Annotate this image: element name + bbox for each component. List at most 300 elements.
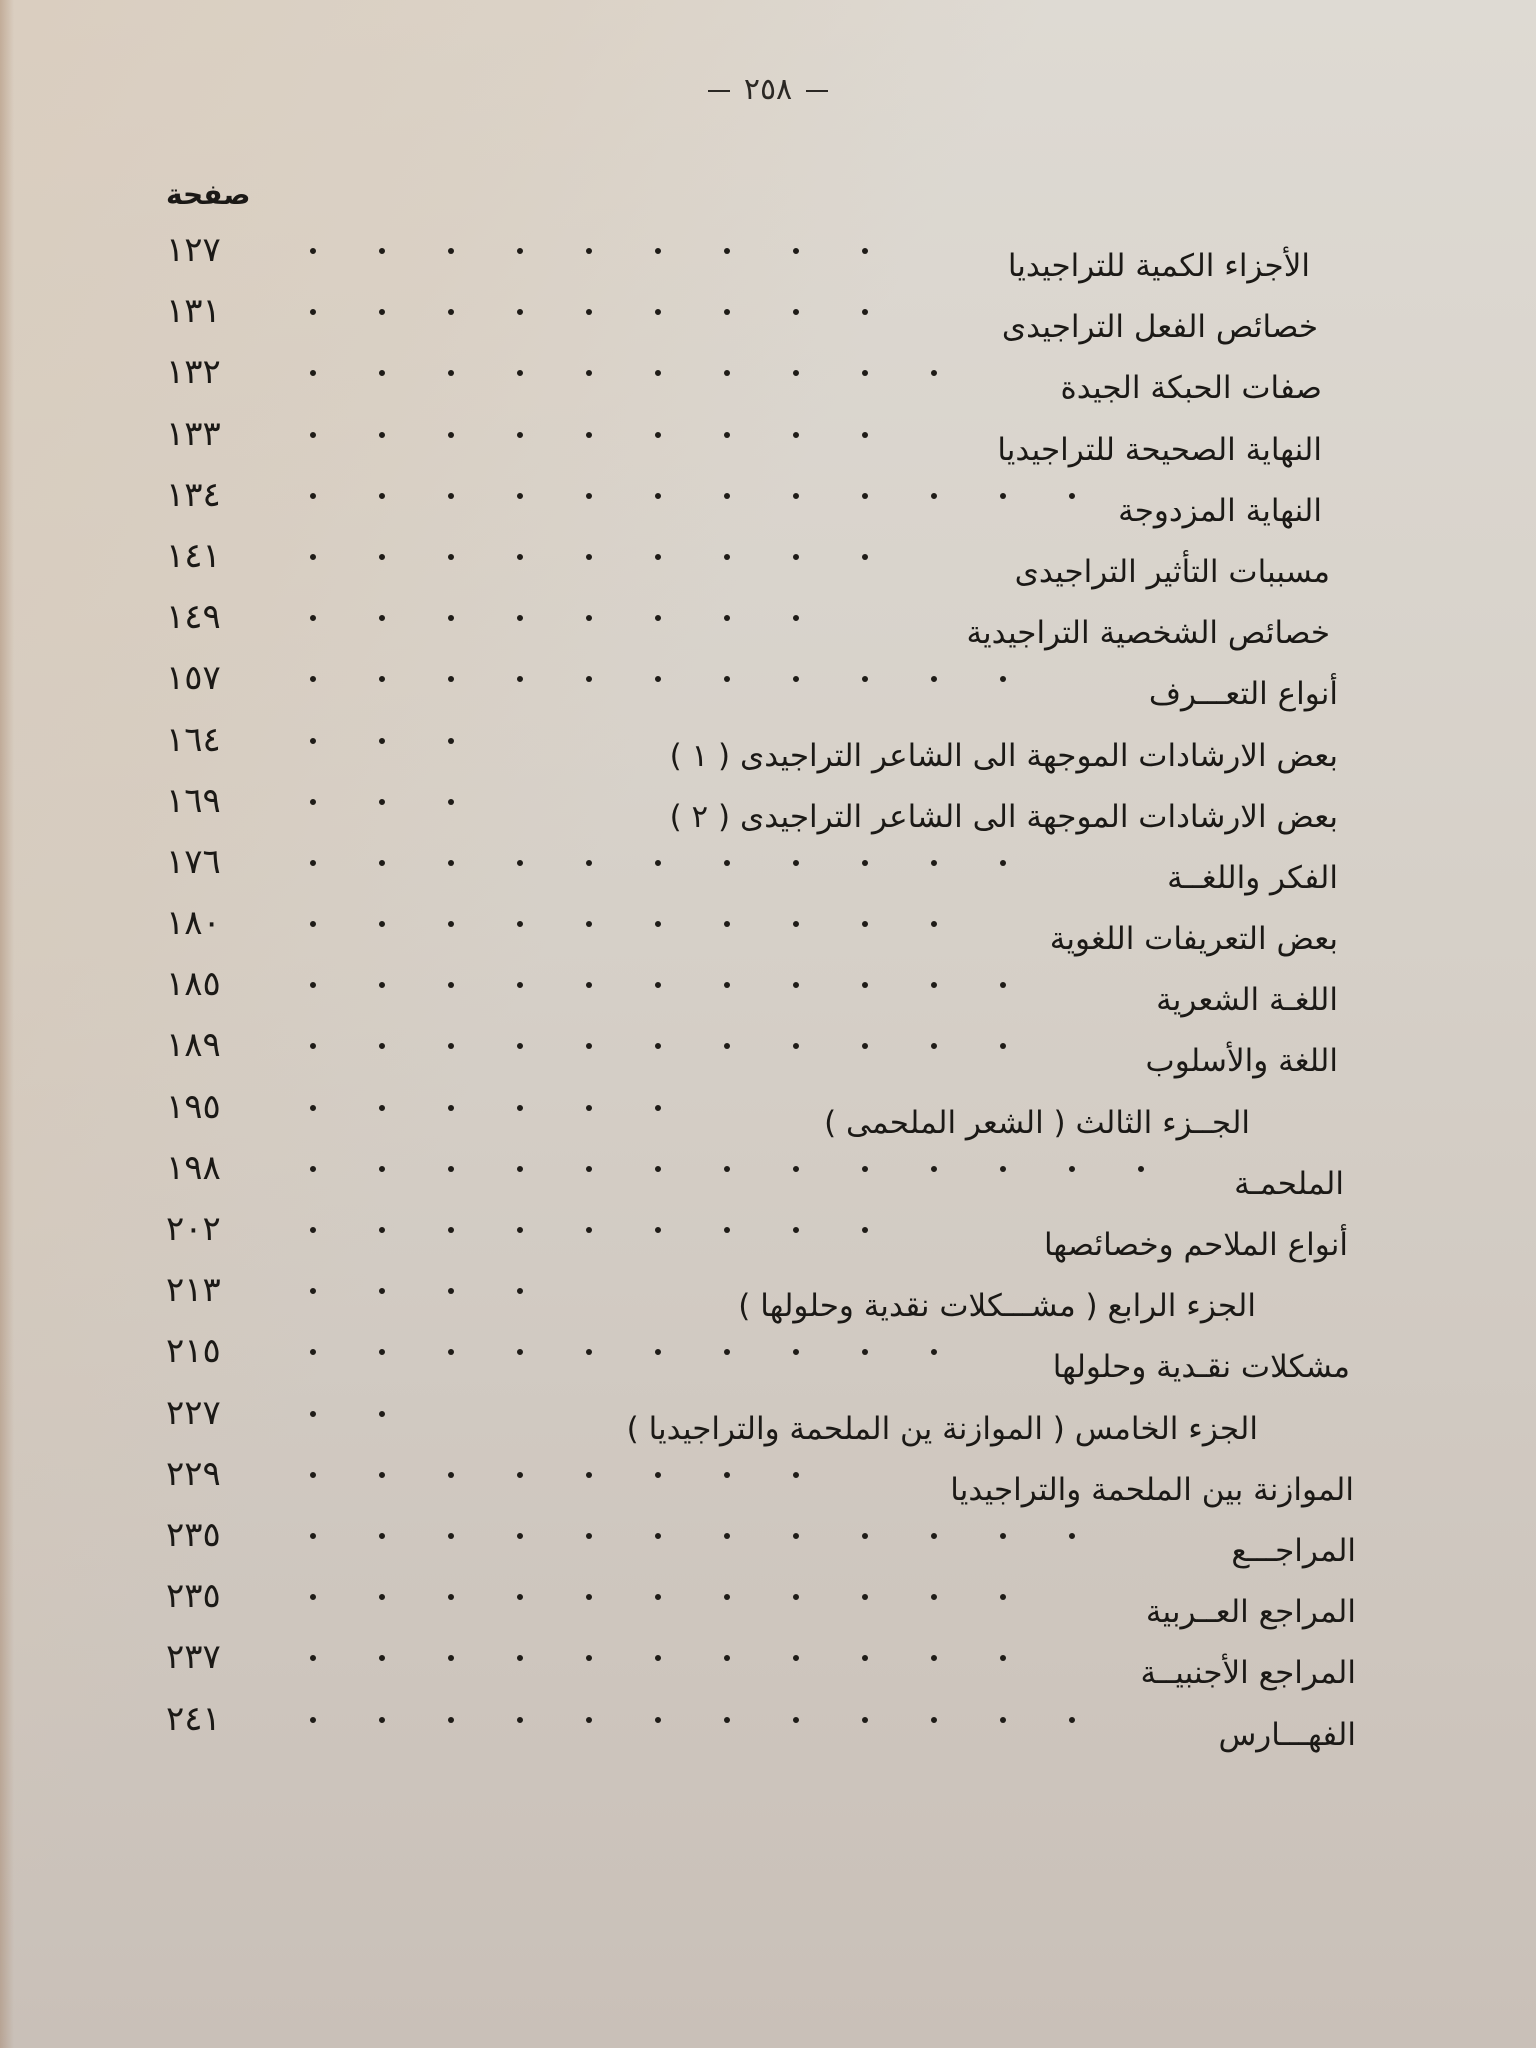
leader-dot bbox=[1137, 1165, 1145, 1173]
toc-entry bbox=[160, 781, 1360, 842]
leader-dot bbox=[516, 981, 524, 989]
toc-page-number: ١٥٧ bbox=[166, 658, 221, 699]
leader-dot bbox=[447, 736, 455, 744]
leader-dot bbox=[654, 1226, 662, 1234]
toc-entry bbox=[160, 1515, 1360, 1576]
toc-entry bbox=[160, 475, 1360, 536]
toc-entry bbox=[160, 352, 1360, 413]
leader-dot bbox=[447, 920, 455, 928]
leader-dot bbox=[516, 369, 524, 377]
leader-dot bbox=[309, 1226, 317, 1234]
leader-dot bbox=[654, 675, 662, 683]
leader-dot bbox=[930, 492, 938, 500]
leader-dot bbox=[447, 308, 455, 316]
leader-dot bbox=[516, 492, 524, 500]
leader-dot bbox=[723, 369, 731, 377]
toc-entry bbox=[160, 414, 1360, 475]
leader-dot bbox=[447, 859, 455, 867]
toc-entry bbox=[160, 1025, 1360, 1086]
leader-dot bbox=[378, 614, 386, 622]
toc-entry-title: اللغة والأسلوب bbox=[1145, 1043, 1338, 1080]
leader-dot bbox=[792, 859, 800, 867]
leader-dot bbox=[861, 859, 869, 867]
toc-page-number: ٢١٣ bbox=[166, 1270, 221, 1311]
toc-page-number: ١٣٣ bbox=[166, 413, 221, 454]
leader-dot bbox=[723, 859, 731, 867]
leader-dot bbox=[930, 1654, 938, 1662]
leader-dot bbox=[447, 1654, 455, 1662]
leader-dot bbox=[447, 247, 455, 255]
leader-dot bbox=[723, 1042, 731, 1050]
toc-entry-title: المراجع العــربية bbox=[1145, 1594, 1356, 1631]
toc-page-number: ٢٢٧ bbox=[166, 1392, 221, 1433]
toc-page-number: ٢٣٥ bbox=[166, 1514, 221, 1555]
leader-dot bbox=[654, 308, 662, 316]
toc-entry-title: بعض الارشادات الموجهة الى الشاعر التراجيدى ( ٢ ) bbox=[669, 798, 1338, 835]
leader-dot bbox=[861, 675, 869, 683]
toc-page-number: ٢٣٧ bbox=[166, 1637, 221, 1678]
toc-entry-title: أنواع الملاحم وخصائصها bbox=[1043, 1227, 1348, 1263]
page-edge-shadow bbox=[0, 0, 14, 2048]
toc-entry-title: اللغـة الشعرية bbox=[1156, 982, 1338, 1019]
leader-dot bbox=[516, 1103, 524, 1111]
leader-dot bbox=[654, 920, 662, 928]
toc-page-number: ١٨٥ bbox=[166, 964, 221, 1005]
leader-dot bbox=[447, 1593, 455, 1601]
toc-entry-title: الجزء الرابع ( مشـــكلات نقدية وحلولها ) bbox=[738, 1288, 1256, 1325]
leader-dot bbox=[792, 247, 800, 255]
leader-dot bbox=[585, 614, 593, 622]
toc-entry bbox=[160, 720, 1360, 781]
toc-entry bbox=[160, 597, 1360, 658]
leader-dot bbox=[309, 920, 317, 928]
leader-dot bbox=[378, 1715, 386, 1723]
leader-dot bbox=[378, 1226, 386, 1234]
leader-dot bbox=[654, 247, 662, 255]
leader-dot bbox=[792, 1226, 800, 1234]
leader-dot bbox=[723, 553, 731, 561]
leader-dot bbox=[585, 1715, 593, 1723]
toc-entry-title: صفات الحبكة الجيدة bbox=[1060, 370, 1322, 407]
leader-dot bbox=[378, 736, 386, 744]
leader-dot bbox=[723, 920, 731, 928]
leader-dot bbox=[378, 1348, 386, 1356]
leader-dot bbox=[516, 859, 524, 867]
leader-dot bbox=[309, 492, 317, 500]
leader-dot bbox=[585, 553, 593, 561]
leader-dot bbox=[447, 1287, 455, 1295]
toc-page-number: ١٧٦ bbox=[166, 841, 221, 882]
leader-dot bbox=[309, 736, 317, 744]
leader-dot bbox=[792, 369, 800, 377]
toc-entry bbox=[160, 536, 1360, 597]
toc-entry-title: النهاية المزدوجة bbox=[1118, 492, 1322, 529]
leader-dot bbox=[999, 859, 1007, 867]
toc-entry-title: الفهـــارس bbox=[1218, 1716, 1356, 1753]
leader-dot bbox=[930, 1715, 938, 1723]
leader-dot bbox=[585, 369, 593, 377]
leader-dot bbox=[447, 492, 455, 500]
toc-entry bbox=[160, 842, 1360, 903]
leader-dot bbox=[999, 1593, 1007, 1601]
table-of-contents bbox=[160, 230, 1360, 1760]
leader-dot bbox=[792, 1654, 800, 1662]
leader-dot bbox=[654, 430, 662, 438]
leader-dot bbox=[930, 1042, 938, 1050]
leader-dot bbox=[654, 1593, 662, 1601]
leader-dot bbox=[792, 981, 800, 989]
toc-page-number: ١٣٢ bbox=[166, 352, 221, 393]
leader-dot bbox=[723, 492, 731, 500]
toc-entry bbox=[160, 1270, 1360, 1331]
leader-dot bbox=[447, 553, 455, 561]
toc-page-number: ١٦٩ bbox=[166, 780, 221, 821]
leader-dot bbox=[447, 1715, 455, 1723]
leader-dot bbox=[723, 675, 731, 683]
leader-dot bbox=[723, 1654, 731, 1662]
leader-dot bbox=[516, 1593, 524, 1601]
leader-dot bbox=[792, 1593, 800, 1601]
leader-dot bbox=[792, 1715, 800, 1723]
leader-dot bbox=[723, 614, 731, 622]
leader-dot bbox=[585, 308, 593, 316]
leader-dot bbox=[309, 369, 317, 377]
leader-dot bbox=[585, 1348, 593, 1356]
leader-dot bbox=[447, 430, 455, 438]
leader-dot bbox=[516, 920, 524, 928]
leader-dot bbox=[723, 430, 731, 438]
leader-dot bbox=[861, 1348, 869, 1356]
leader-dot bbox=[378, 553, 386, 561]
toc-entry bbox=[160, 903, 1360, 964]
leader-dot bbox=[309, 247, 317, 255]
leader-dot bbox=[861, 1654, 869, 1662]
toc-entry-title: مسببات التأثير التراجيدى bbox=[1014, 553, 1330, 590]
leader-dot bbox=[999, 1042, 1007, 1050]
leader-dot bbox=[930, 981, 938, 989]
leader-dot bbox=[516, 1226, 524, 1234]
leader-dot bbox=[999, 492, 1007, 500]
leader-dot bbox=[792, 1471, 800, 1479]
toc-entry-title: الفكر واللغــة bbox=[1167, 859, 1338, 896]
leader-dot bbox=[792, 614, 800, 622]
leader-dot bbox=[378, 492, 386, 500]
toc-page-number: ١٨٩ bbox=[166, 1025, 221, 1066]
leader-dot bbox=[930, 1165, 938, 1173]
leader-dot bbox=[378, 920, 386, 928]
leader-dot bbox=[792, 1348, 800, 1356]
leader-dot bbox=[309, 675, 317, 683]
leader-dot bbox=[861, 308, 869, 316]
leader-dot bbox=[861, 1165, 869, 1173]
toc-entry bbox=[160, 658, 1360, 719]
leader-dot bbox=[447, 1348, 455, 1356]
leader-dot bbox=[792, 1165, 800, 1173]
leader-dot bbox=[309, 1409, 317, 1417]
leader-dot bbox=[378, 1165, 386, 1173]
folio-dash-left bbox=[708, 90, 730, 92]
leader-dot bbox=[309, 1471, 317, 1479]
leader-dot bbox=[516, 1348, 524, 1356]
toc-entry-title: الجزء الخامس ( الموازنة ين الملحمة والتراجيديا ) bbox=[626, 1410, 1258, 1447]
toc-page-number: ١٣١ bbox=[166, 291, 221, 332]
leader-dot bbox=[516, 614, 524, 622]
leader-dot bbox=[309, 430, 317, 438]
leader-dot bbox=[999, 1715, 1007, 1723]
leader-dot bbox=[999, 981, 1007, 989]
leader-dot bbox=[930, 675, 938, 683]
leader-dot bbox=[999, 1532, 1007, 1540]
leader-dot bbox=[378, 247, 386, 255]
toc-page-number: ١٩٥ bbox=[166, 1086, 221, 1127]
toc-page-number: ٢٠٢ bbox=[166, 1209, 221, 1249]
leader-dot bbox=[516, 1715, 524, 1723]
leader-dot bbox=[723, 1532, 731, 1540]
leader-dot bbox=[516, 1165, 524, 1173]
toc-page-number: ٢٣٥ bbox=[166, 1576, 221, 1617]
leader-dot bbox=[585, 1654, 593, 1662]
leader-dot bbox=[930, 859, 938, 867]
page-number-text: ٢٥٨ bbox=[743, 72, 793, 107]
toc-entry-title: أنواع التعـــرف bbox=[1148, 676, 1338, 713]
toc-page-number: ١٩٨ bbox=[166, 1147, 221, 1188]
leader-dot bbox=[516, 1042, 524, 1050]
leader-dot bbox=[723, 247, 731, 255]
toc-page-number: ١٣٤ bbox=[166, 474, 221, 515]
leader-dot bbox=[930, 920, 938, 928]
leader-dot bbox=[861, 1593, 869, 1601]
toc-entry-title: الملحمـة bbox=[1234, 1165, 1344, 1202]
leader-dot bbox=[516, 553, 524, 561]
leader-dot bbox=[516, 1532, 524, 1540]
leader-dot bbox=[309, 797, 317, 805]
leader-dot bbox=[723, 1715, 731, 1723]
toc-entry bbox=[160, 1454, 1360, 1515]
leader-dot bbox=[999, 1654, 1007, 1662]
leader-dot bbox=[378, 859, 386, 867]
toc-entry bbox=[160, 1637, 1360, 1698]
leader-dot bbox=[654, 1348, 662, 1356]
leader-dot bbox=[585, 920, 593, 928]
leader-dot bbox=[585, 1226, 593, 1234]
toc-entry bbox=[160, 1148, 1360, 1209]
leader-dot bbox=[309, 1654, 317, 1662]
leader-dot bbox=[861, 1226, 869, 1234]
toc-page-number: ٢٢٩ bbox=[166, 1453, 221, 1494]
leader-dot bbox=[447, 614, 455, 622]
leader-dot bbox=[792, 920, 800, 928]
leader-dot bbox=[447, 981, 455, 989]
leader-dot bbox=[1068, 1532, 1076, 1540]
leader-dot bbox=[723, 1471, 731, 1479]
leader-dot bbox=[723, 1226, 731, 1234]
leader-dot bbox=[309, 1287, 317, 1295]
leader-dot bbox=[516, 1654, 524, 1662]
leader-dot bbox=[516, 430, 524, 438]
leader-dot bbox=[792, 308, 800, 316]
toc-entry bbox=[160, 230, 1360, 291]
leader-dot bbox=[861, 1532, 869, 1540]
leader-dot bbox=[585, 859, 593, 867]
leader-dot bbox=[654, 859, 662, 867]
toc-entry-title: النهاية الصحيحة للتراجيديا bbox=[997, 431, 1322, 468]
leader-dot bbox=[723, 1348, 731, 1356]
toc-entry bbox=[160, 1699, 1360, 1760]
leader-dot bbox=[654, 553, 662, 561]
leader-dot bbox=[861, 1042, 869, 1050]
toc-entry bbox=[160, 1331, 1360, 1392]
toc-entry-title: الجــزء الثالث ( الشعر الملحمى ) bbox=[824, 1104, 1250, 1141]
toc-entry bbox=[160, 1209, 1360, 1270]
leader-dot bbox=[654, 981, 662, 989]
leader-dot bbox=[378, 1287, 386, 1295]
leader-dot bbox=[378, 675, 386, 683]
leader-dot bbox=[654, 369, 662, 377]
leader-dot bbox=[723, 308, 731, 316]
leader-dot bbox=[654, 614, 662, 622]
toc-page-number: ٢٤١ bbox=[166, 1698, 221, 1739]
leader-dot bbox=[1068, 492, 1076, 500]
leader-dot bbox=[654, 492, 662, 500]
leader-dot bbox=[309, 1532, 317, 1540]
leader-dot bbox=[378, 1471, 386, 1479]
leader-dot bbox=[447, 1226, 455, 1234]
leader-dot bbox=[1068, 1165, 1076, 1173]
toc-entry-title: بعض التعريفات اللغوية bbox=[1049, 921, 1338, 958]
leader-dot bbox=[447, 1532, 455, 1540]
leader-dot bbox=[792, 430, 800, 438]
toc-entry-title: الأجزاء الكمية للتراجيديا bbox=[1007, 248, 1310, 284]
leader-dot bbox=[309, 1348, 317, 1356]
leader-dot bbox=[585, 247, 593, 255]
toc-entry bbox=[160, 291, 1360, 352]
leader-dot bbox=[309, 308, 317, 316]
leader-dot bbox=[792, 1532, 800, 1540]
toc-page-number: ٢١٥ bbox=[166, 1331, 221, 1372]
leader-dot bbox=[378, 369, 386, 377]
page-number bbox=[0, 72, 1536, 107]
leader-dot bbox=[309, 1042, 317, 1050]
toc-entry-title: خصائص الفعل التراجيدى bbox=[1001, 309, 1318, 346]
leader-dot bbox=[516, 308, 524, 316]
leader-dot bbox=[447, 1103, 455, 1111]
leader-dot bbox=[516, 1471, 524, 1479]
toc-entry-title: بعض الارشادات الموجهة الى الشاعر التراجيدى ( ١ ) bbox=[669, 737, 1338, 774]
leader-dot bbox=[309, 981, 317, 989]
leader-dot bbox=[378, 1532, 386, 1540]
leader-dot bbox=[723, 1593, 731, 1601]
toc-page-number: ١٦٤ bbox=[166, 719, 221, 760]
leader-dot bbox=[309, 1715, 317, 1723]
toc-entry bbox=[160, 1576, 1360, 1637]
leader-dot bbox=[378, 1409, 386, 1417]
leader-dot bbox=[309, 1103, 317, 1111]
toc-page-number: ١٤٩ bbox=[166, 597, 221, 638]
leader-dot bbox=[723, 1165, 731, 1173]
leader-dot bbox=[792, 492, 800, 500]
toc-entry-title: المراجع الأجنبيــة bbox=[1140, 1655, 1356, 1692]
leader-dot bbox=[654, 1165, 662, 1173]
page-column-header: صفحة bbox=[166, 178, 251, 211]
leader-dot bbox=[309, 614, 317, 622]
leader-dot bbox=[447, 797, 455, 805]
toc-page-number: ١٤١ bbox=[166, 535, 221, 576]
leader-dot bbox=[309, 1165, 317, 1173]
toc-entry-title: خصائص الشخصية التراجيدية bbox=[966, 615, 1330, 652]
leader-dot bbox=[792, 553, 800, 561]
leader-dot bbox=[447, 369, 455, 377]
leader-dot bbox=[654, 1103, 662, 1111]
leader-dot bbox=[309, 1593, 317, 1601]
leader-dot bbox=[930, 1532, 938, 1540]
leader-dot bbox=[516, 247, 524, 255]
leader-dot bbox=[930, 1593, 938, 1601]
leader-dot bbox=[585, 430, 593, 438]
leader-dot bbox=[861, 430, 869, 438]
leader-dot bbox=[861, 981, 869, 989]
toc-entry-title: الموازنة بين الملحمة والتراجيديا bbox=[950, 1471, 1354, 1508]
leader-dot bbox=[447, 675, 455, 683]
leader-dot bbox=[861, 247, 869, 255]
leader-dot bbox=[447, 1042, 455, 1050]
leader-dot bbox=[861, 492, 869, 500]
leader-dot bbox=[1068, 1715, 1076, 1723]
toc-entry bbox=[160, 964, 1360, 1025]
leader-dot bbox=[585, 1103, 593, 1111]
leader-dot bbox=[309, 859, 317, 867]
toc-entry bbox=[160, 1393, 1360, 1454]
leader-dot bbox=[516, 675, 524, 683]
leader-dot bbox=[861, 369, 869, 377]
leader-dot bbox=[861, 553, 869, 561]
toc-entry bbox=[160, 1087, 1360, 1148]
leader-dot bbox=[861, 920, 869, 928]
toc-entry-title: المراجـــع bbox=[1231, 1532, 1356, 1569]
leader-dot bbox=[378, 1103, 386, 1111]
leader-dot bbox=[378, 797, 386, 805]
leader-dot bbox=[585, 1593, 593, 1601]
leader-dot bbox=[585, 675, 593, 683]
leader-dot bbox=[792, 675, 800, 683]
leader-dot bbox=[447, 1165, 455, 1173]
leader-dot bbox=[723, 981, 731, 989]
leader-dot bbox=[378, 1593, 386, 1601]
leader-dot bbox=[930, 369, 938, 377]
leader-dot bbox=[447, 1471, 455, 1479]
leader-dot bbox=[378, 308, 386, 316]
leader-dot bbox=[792, 1042, 800, 1050]
leader-dot bbox=[654, 1715, 662, 1723]
leader-dot bbox=[999, 1165, 1007, 1173]
leader-dot bbox=[654, 1042, 662, 1050]
leader-dot bbox=[585, 1165, 593, 1173]
leader-dot bbox=[585, 1042, 593, 1050]
leader-dot bbox=[378, 981, 386, 989]
leader-dot bbox=[654, 1471, 662, 1479]
leader-dot bbox=[585, 981, 593, 989]
leader-dot bbox=[999, 675, 1007, 683]
leader-dot bbox=[654, 1654, 662, 1662]
leader-dot bbox=[378, 1654, 386, 1662]
leader-dot bbox=[378, 430, 386, 438]
toc-page-number: ١٨٠ bbox=[166, 903, 221, 944]
toc-entry-title: مشكلات نقـدية وحلولها bbox=[1052, 1349, 1350, 1386]
leader-dot bbox=[654, 1532, 662, 1540]
leader-dot bbox=[585, 492, 593, 500]
folio-dash-right bbox=[806, 90, 828, 92]
leader-dot bbox=[309, 553, 317, 561]
leader-dot bbox=[585, 1471, 593, 1479]
